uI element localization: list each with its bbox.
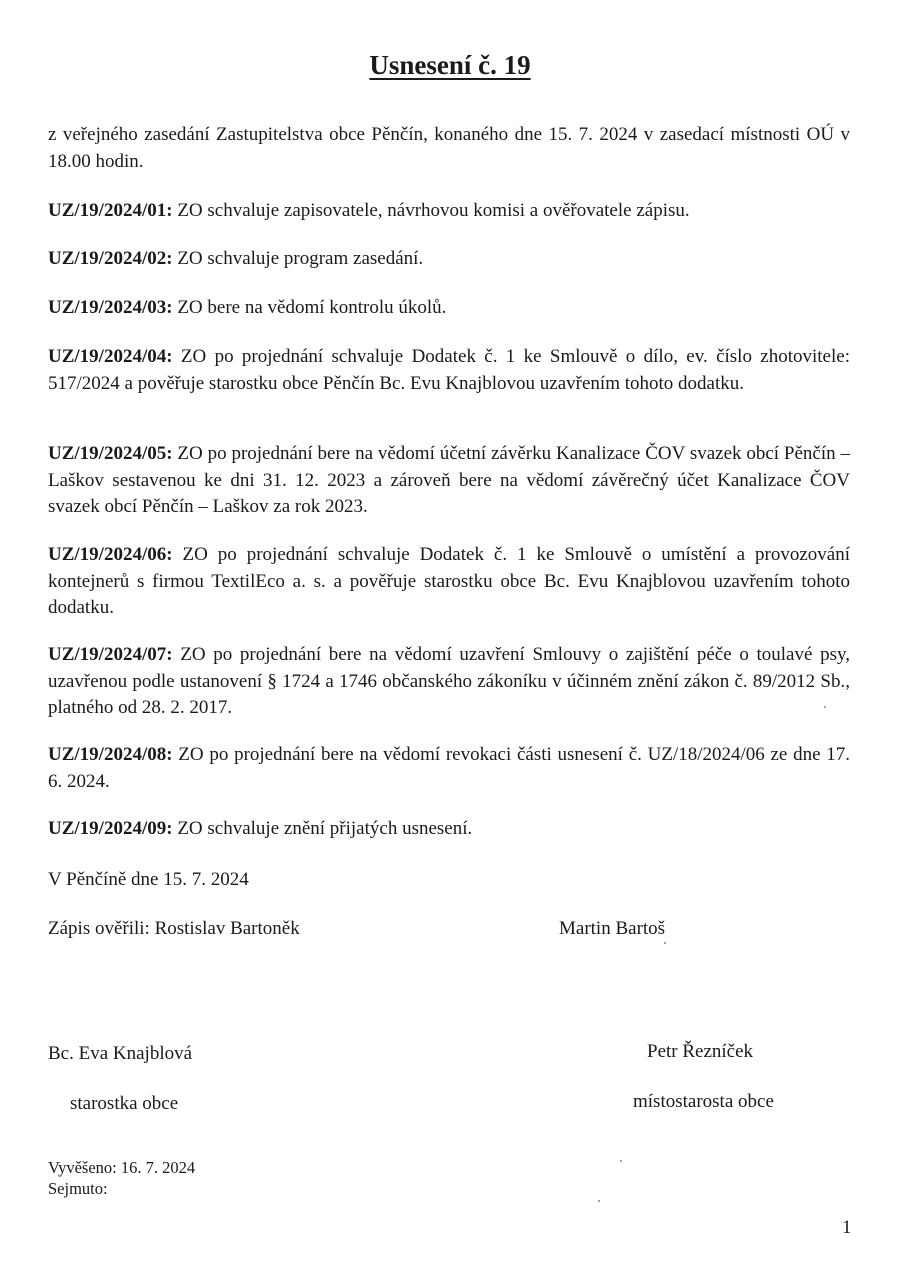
- resolution-code: UZ/19/2024/07:: [48, 644, 173, 665]
- resolution-text: ZO schvaluje zapisovatele, návrhovou komisi a ověřovatele zápisu.: [172, 200, 690, 221]
- document-title: Usnesení č. 19: [369, 50, 531, 80]
- resolution-06: [48, 542, 850, 622]
- resolution-07: [48, 642, 850, 722]
- resolution-code: UZ/19/2024/06:: [48, 544, 173, 565]
- resolution-text: ZO schvaluje znění přijatých usnesení.: [172, 818, 473, 839]
- removed-date: Sejmuto:: [48, 1179, 108, 1198]
- resolution-03: [48, 295, 850, 322]
- scan-speck: [824, 706, 826, 708]
- resolution-text: ZO po projednání schvaluje Dodatek č. 1 ke Smlouvě o dílo, ev. číslo zhotovitele: 517/2024 a pověřuje starostku obce Pěnčín Bc. Evu Knajblovou uzavřením tohoto dodatku.: [48, 346, 850, 394]
- posted-date: Vyvěšeno: 16. 7. 2024: [48, 1158, 196, 1177]
- resolution-code: UZ/19/2024/08:: [48, 744, 173, 765]
- scan-speck: [598, 1200, 600, 1202]
- resolution-04: [48, 344, 850, 397]
- resolution-code: UZ/19/2024/05:: [48, 443, 173, 464]
- scan-speck: [620, 1160, 622, 1162]
- resolution-code: UZ/19/2024/03:: [48, 297, 173, 318]
- page-number: 1: [842, 1217, 852, 1238]
- signer-right-name: Petr Řezníček: [647, 1041, 754, 1062]
- signer-left-role: starostka obce: [70, 1093, 179, 1114]
- intro-paragraph: z veřejného zasedání Zastupitelstva obce Pěnčín, konaného dne 15. 7. 2024 v zasedací místnosti OÚ v 18.00 hodin.: [48, 124, 850, 172]
- resolution-code: UZ/19/2024/01:: [48, 200, 173, 221]
- resolution-text: ZO schvaluje program zasedání.: [172, 248, 424, 269]
- resolution-code: UZ/19/2024/04:: [48, 346, 173, 367]
- resolution-text: ZO po projednání bere na vědomí uzavření Smlouvy o zajištění péče o toulavé psy, uzavřenou podle ustanovení § 1724 a 1746 občanského zákoníku v účinném znění zákon č. 89/2012 Sb., platného od 28. 2. 2017.: [48, 644, 850, 718]
- resolution-08: [48, 742, 850, 795]
- resolution-01: [48, 198, 850, 225]
- place-date: V Pěnčíně dne 15. 7. 2024: [48, 869, 249, 890]
- resolution-code: UZ/19/2024/02:: [48, 248, 173, 269]
- resolution-05: [48, 441, 850, 521]
- resolution-code: UZ/19/2024/09:: [48, 818, 173, 839]
- verified-by: Zápis ověřili: Rostislav Bartoněk: [48, 918, 300, 939]
- resolution-09: [48, 816, 850, 843]
- resolution-text: ZO po projednání bere na vědomí revokaci části usnesení č. UZ/18/2024/06 ze dne 17. 6. 2024.: [48, 744, 850, 792]
- verifier-second: Martin Bartoš: [559, 918, 666, 939]
- resolution-02: [48, 246, 850, 273]
- resolution-text: ZO po projednání schvaluje Dodatek č. 1 ke Smlouvě o umístění a provozování kontejnerů s firmou TextilEco a. s. a pověřuje starostku obce Bc. Evu Knajblovou uzavřením tohoto dodatku.: [48, 544, 850, 618]
- scan-speck: [664, 942, 666, 944]
- resolution-text: ZO bere na vědomí kontrolu úkolů.: [172, 297, 447, 318]
- signer-left-name: Bc. Eva Knajblová: [48, 1043, 193, 1064]
- signer-right-role: místostarosta obce: [633, 1091, 774, 1112]
- resolution-text: ZO po projednání bere na vědomí účetní závěrku Kanalizace ČOV svazek obcí Pěnčín – Laškov sestavenou ke dni 31. 12. 2023 a zároveň bere na vědomí závěrečný účet Kanalizace ČOV svazek obcí Pěnčín – Laškov za rok 2023.: [48, 443, 850, 517]
